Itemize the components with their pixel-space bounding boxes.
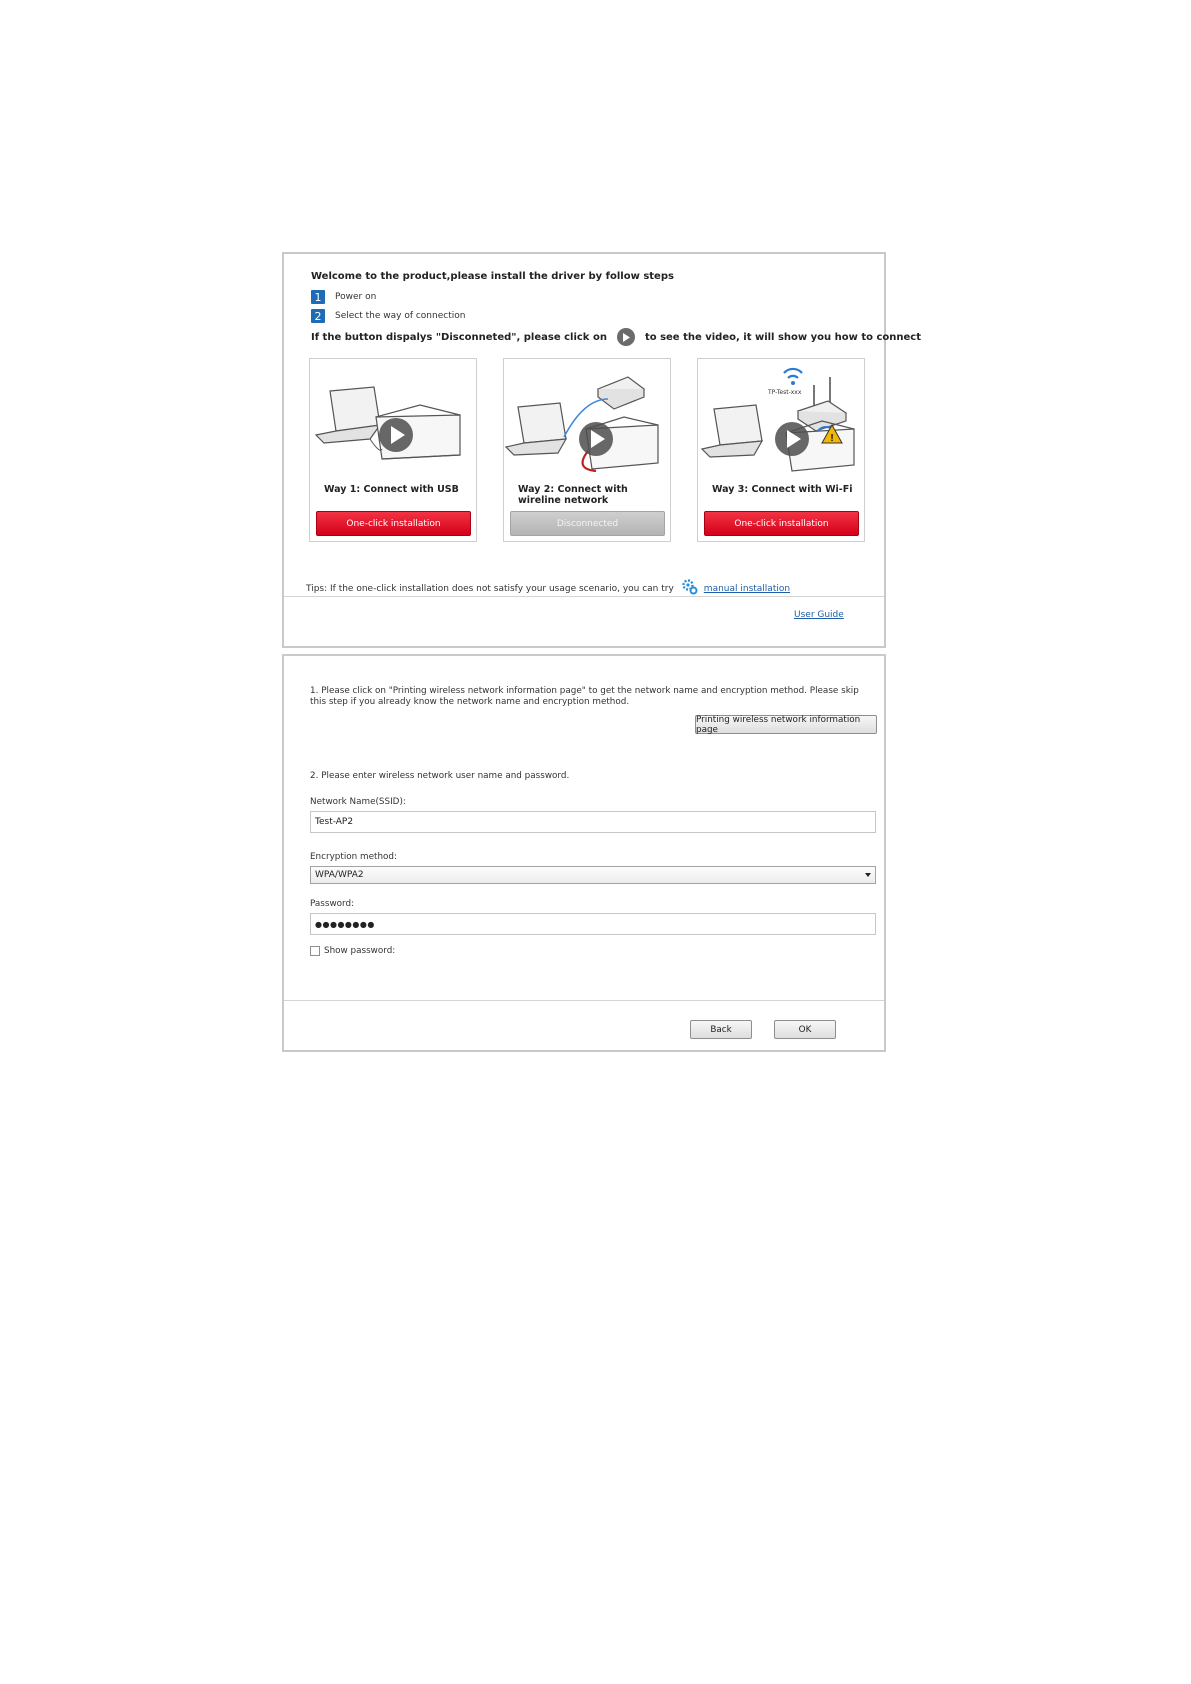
encryption-selected-value: WPA/WPA2 — [315, 870, 364, 880]
encryption-select[interactable] — [310, 866, 876, 884]
step-select-connection — [311, 308, 465, 324]
ssid-input[interactable]: Test-AP2 — [310, 811, 876, 833]
print-wireless-info-button[interactable]: Printing wireless network information page — [695, 715, 877, 734]
video-hint — [311, 328, 921, 346]
hint-text-before: If the button dispalys "Disconneted", please click on — [311, 331, 607, 343]
wifi-connection-illustration — [698, 359, 864, 479]
wireline-connection-card — [503, 358, 671, 542]
show-password-row — [310, 946, 395, 956]
ok-button[interactable]: OK — [774, 1020, 836, 1039]
usb-connection-card — [309, 358, 477, 542]
manual-installation-link[interactable]: manual installation — [703, 583, 791, 594]
password-label: Password: — [310, 899, 355, 909]
way-title: Way 3: Connect with Wi-Fi — [712, 484, 853, 495]
show-password-checkbox[interactable] — [310, 946, 320, 956]
usb-connection-illustration — [310, 359, 476, 479]
hint-text-after: to see the video, it will show you how to connect — [644, 331, 921, 343]
step1-instructions: 1. Please click on "Printing wireless network information page" to get the network name and encryption method. Please skip this step if you already know the network name and encryption method. — [310, 686, 859, 707]
router-ssid-label: TP-Test-xxx — [768, 389, 802, 396]
encryption-label: Encryption method: — [310, 852, 397, 862]
wifi-setup-panel — [282, 654, 886, 1052]
way-title: Way 1: Connect with USB — [324, 484, 459, 495]
svg-text:!: ! — [830, 433, 834, 444]
wireline-disconnected-button[interactable]: Disconnected — [510, 511, 665, 536]
play-video-icon[interactable] — [617, 328, 635, 346]
wifi-connection-card — [697, 358, 865, 542]
step-power-on — [311, 289, 376, 305]
back-button[interactable]: Back — [690, 1020, 752, 1039]
step-label: Select the way of connection — [335, 311, 466, 321]
divider — [284, 596, 884, 597]
ssid-label: Network Name(SSID): — [310, 797, 406, 807]
step-number: 1 — [311, 290, 325, 304]
step-label: Power on — [335, 292, 377, 302]
tips-text: Tips: If the one-click installation does not satisfy your usage scenario, you can try — [306, 583, 674, 594]
driver-install-panel — [282, 252, 921, 648]
step-number: 2 — [311, 309, 325, 323]
wireline-connection-illustration — [504, 359, 670, 479]
user-guide-link[interactable]: User Guide — [794, 610, 844, 620]
usb-one-click-install-button[interactable]: One-click installation — [316, 511, 471, 536]
password-input[interactable]: ●●●●●●●● — [310, 913, 876, 935]
step2-instructions: 2. Please enter wireless network user name and password. — [310, 771, 570, 781]
divider — [284, 1000, 884, 1001]
wifi-one-click-install-button[interactable]: One-click installation — [704, 511, 859, 536]
way-title: Way 2: Connect with wireline network — [518, 484, 628, 506]
show-password-label: Show password: — [324, 946, 396, 956]
chevron-down-icon — [865, 873, 871, 877]
welcome-heading: Welcome to the product,please install the driver by follow steps — [311, 271, 674, 282]
